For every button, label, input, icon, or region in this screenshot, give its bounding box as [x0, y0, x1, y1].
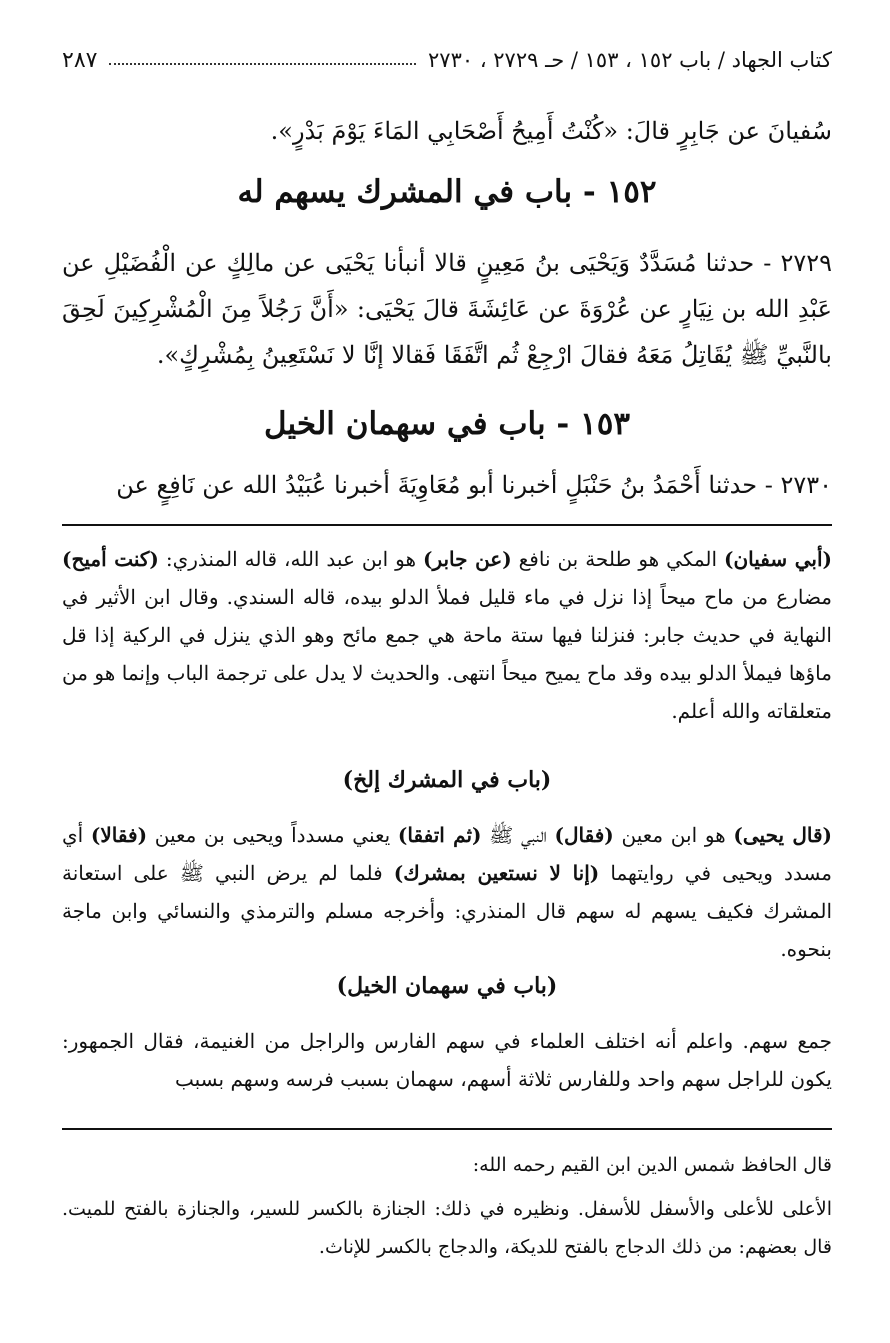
term-qala-yahya: (قال يحيى) [733, 823, 833, 847]
ibn-qayyim-heading: قال الحافظ شمس الدين ابن القيم رحمه الله: [472, 1154, 832, 1176]
page-header [62, 40, 832, 80]
hadith-2730: ٢٧٣٠ - حدثنا أَحْمَدُ بنُ حَنْبَلٍ أخبرنا أبو مُعَاوِيَةَ أخبرنا عُبَيْدُ الله عن نَافِعٍ عن [116, 471, 832, 499]
page-number: ٢٨٧ [62, 47, 98, 73]
term-faqala-dual: (فقالا) [90, 823, 148, 847]
commentary-text: فلما لم يرض النبي ﷺ على استعانة المشرك فكيف يسهم له سهم قال المنذري: وأخرجه مسلم والترمذي والنسائي وابن ماجة بنحوه. [62, 861, 832, 961]
header-dot-leader [109, 63, 416, 65]
commentary-paragraph-1 [62, 540, 832, 730]
commentary-text: المكي هو طلحة بن نافع [511, 547, 725, 571]
commentary-paragraph-3: جمع سهم. واعلم أنه اختلف العلماء في سهم الفارس والراجل من الغنيمة، فقال الجمهور: يكون للراجل سهم واحد وللفارس ثلاثة أسهم، سهمان بسبب فرسه وسهم بسبب [62, 1029, 832, 1091]
term-faqala: (فقال) [554, 823, 614, 847]
ibn-qayyim-separator [62, 1128, 832, 1130]
commentary-text: مضارع من ماح ميحاً إذا نزل في ماء قليل فملأ الدلو بيده، قاله السندي. وقال ابن الأثير في النهاية في حديث جابر: فنزلنا فيها ستة ماحة هي جمع مائح وهو الذي ينزل في الركية إذا قل ماؤها فيملأ الدلو بيده وقد ماح يميح ميحاً انتهى. والحديث لا يدل على ترجمة الباب وإنما هو من متعلقاته والله أعلم. [62, 585, 832, 723]
commentary-paragraph-2 [62, 816, 832, 968]
commentary-text: هو ابن معين [613, 823, 734, 847]
ibn-qayyim-text: الأعلى للأعلى والأسفل للأسفل. ونظيره في ذلك: الجنازة بالكسر للسير، والجنازة بالفتح للميت. قال بعضهم: من ذلك الدجاج بالفتح للديكة، والدجاج بالكسر للإناث. [62, 1198, 832, 1258]
commentary-text: يعني مسدداً ويحيى بن معين [147, 823, 398, 847]
hadith-2729: ٢٧٢٩ - حدثنا مُسَدَّدٌ وَيَحْيَى بنُ مَعِينٍ قالا أنبأنا يَحْيَى عن مالِكٍ عن الْفُضَيْلِ عن عَبْدِ الله بن نِيَارٍ عن عُرْوَةَ عن عَائِشَةَ قالَ يَحْيَى: «أَنَّ رَجُلاً مِنَ الْمُشْرِكِينَ لَحِقَ بالنَّبيِّ ﷺ يُقَاتِلُ مَعَهُ فقالَ ارْجِعْ ثُم اتَّفَقَا فَقالا إنَّا لا نَسْتَعِينُ بِمُشْرِكٍ». [62, 249, 832, 369]
commentary-text: هو ابن عبد الله، قاله المنذري: [158, 547, 423, 571]
term-abi-sufyan: (أبي سفيان) [724, 547, 832, 571]
chapter-153-title: ١٥٣ - باب في سهمان الخيل [264, 406, 630, 442]
commentary-text: أي مسدد ويحيى في روايتهما [62, 823, 833, 885]
term-an-jabir: (عن جابر) [422, 547, 512, 571]
running-title: كتاب الجهاد / باب ١٥٢ ، ١٥٣ / حـ ٢٧٢٩ ، ٢٧٣٠ [428, 48, 832, 72]
commentary-separator [62, 524, 832, 526]
term-kuntu-amih: (كنت أميح) [62, 547, 159, 571]
term-thumma-ittafaqa: (ثم اتفقا) [397, 823, 482, 847]
commentary-heading-khayl: (باب في سهمان الخيل) [336, 973, 558, 999]
commentary-text: النبي ﷺ [481, 823, 555, 847]
term-inna-la-nastain: (إنا لا نستعين بمشرك) [393, 861, 600, 885]
previous-hadith-tail: سُفيانَ عن جَابِرٍ قالَ: «كُنْتُ أَمِيحُ أَصْحَابِي المَاءَ يَوْمَ بَدْرٍ». [270, 117, 832, 145]
commentary-heading-musrik: (باب في المشرك إلخ) [342, 767, 552, 793]
chapter-152-title: ١٥٢ - باب في المشرك يسهم له [237, 174, 657, 210]
